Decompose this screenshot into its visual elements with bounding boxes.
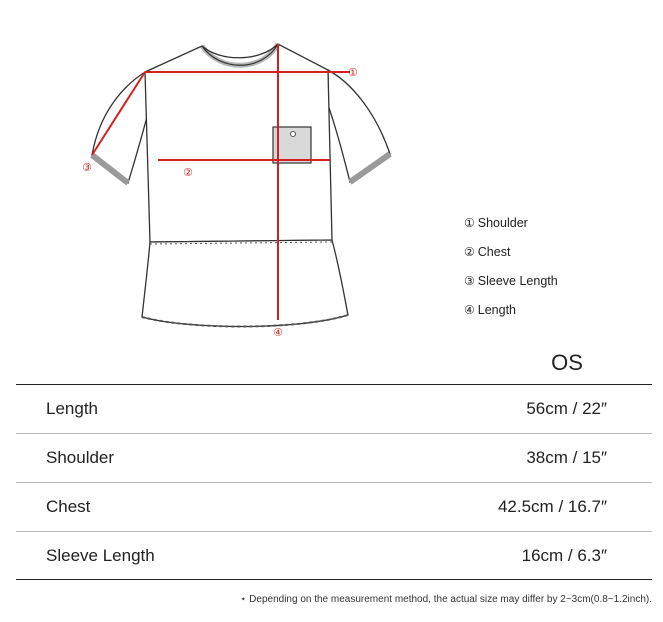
measurement-legend: [464, 208, 558, 324]
row-label: Chest: [46, 497, 91, 516]
legend-item-length: [464, 295, 558, 324]
row-label: Shoulder: [46, 448, 115, 467]
legend-label: Shoulder: [477, 215, 528, 230]
row-label: Sleeve Length: [46, 545, 155, 565]
legend-label: Sleeve Length: [477, 273, 558, 288]
legend-num: ②: [464, 244, 475, 259]
tshirt-illustration: [70, 30, 430, 350]
size-table: [16, 384, 652, 580]
row-value: 38cm / 15″: [526, 448, 607, 467]
legend-item-chest: [464, 237, 558, 266]
row-label: Length: [46, 399, 98, 418]
marker-4: ④: [273, 326, 283, 339]
legend-label: Chest: [477, 244, 511, 259]
table-row: [16, 531, 652, 580]
garment-diagram: [70, 30, 430, 350]
row-value: 16cm / 6.3″: [521, 545, 607, 565]
marker-3: ③: [82, 161, 92, 174]
table-row: [16, 433, 652, 482]
row-value: 42.5cm / 16.7″: [497, 497, 607, 516]
size-column-header: OS: [551, 350, 583, 375]
legend-label: Length: [477, 302, 516, 317]
legend-num: ④: [464, 302, 475, 317]
row-value: 56cm / 22″: [526, 399, 607, 418]
marker-2: ②: [183, 166, 193, 179]
legend-item-shoulder: [464, 208, 558, 237]
measurement-note: ⋆ Depending on the measurement method, the actual size may differ by 2~3cm(0.8~1.2inch).: [240, 594, 652, 605]
legend-item-sleeve-length: [464, 266, 558, 295]
table-row: [16, 482, 652, 531]
marker-1: ①: [348, 66, 358, 79]
legend-num: ①: [464, 215, 475, 230]
legend-num: ③: [464, 273, 475, 288]
table-row: [16, 384, 652, 433]
